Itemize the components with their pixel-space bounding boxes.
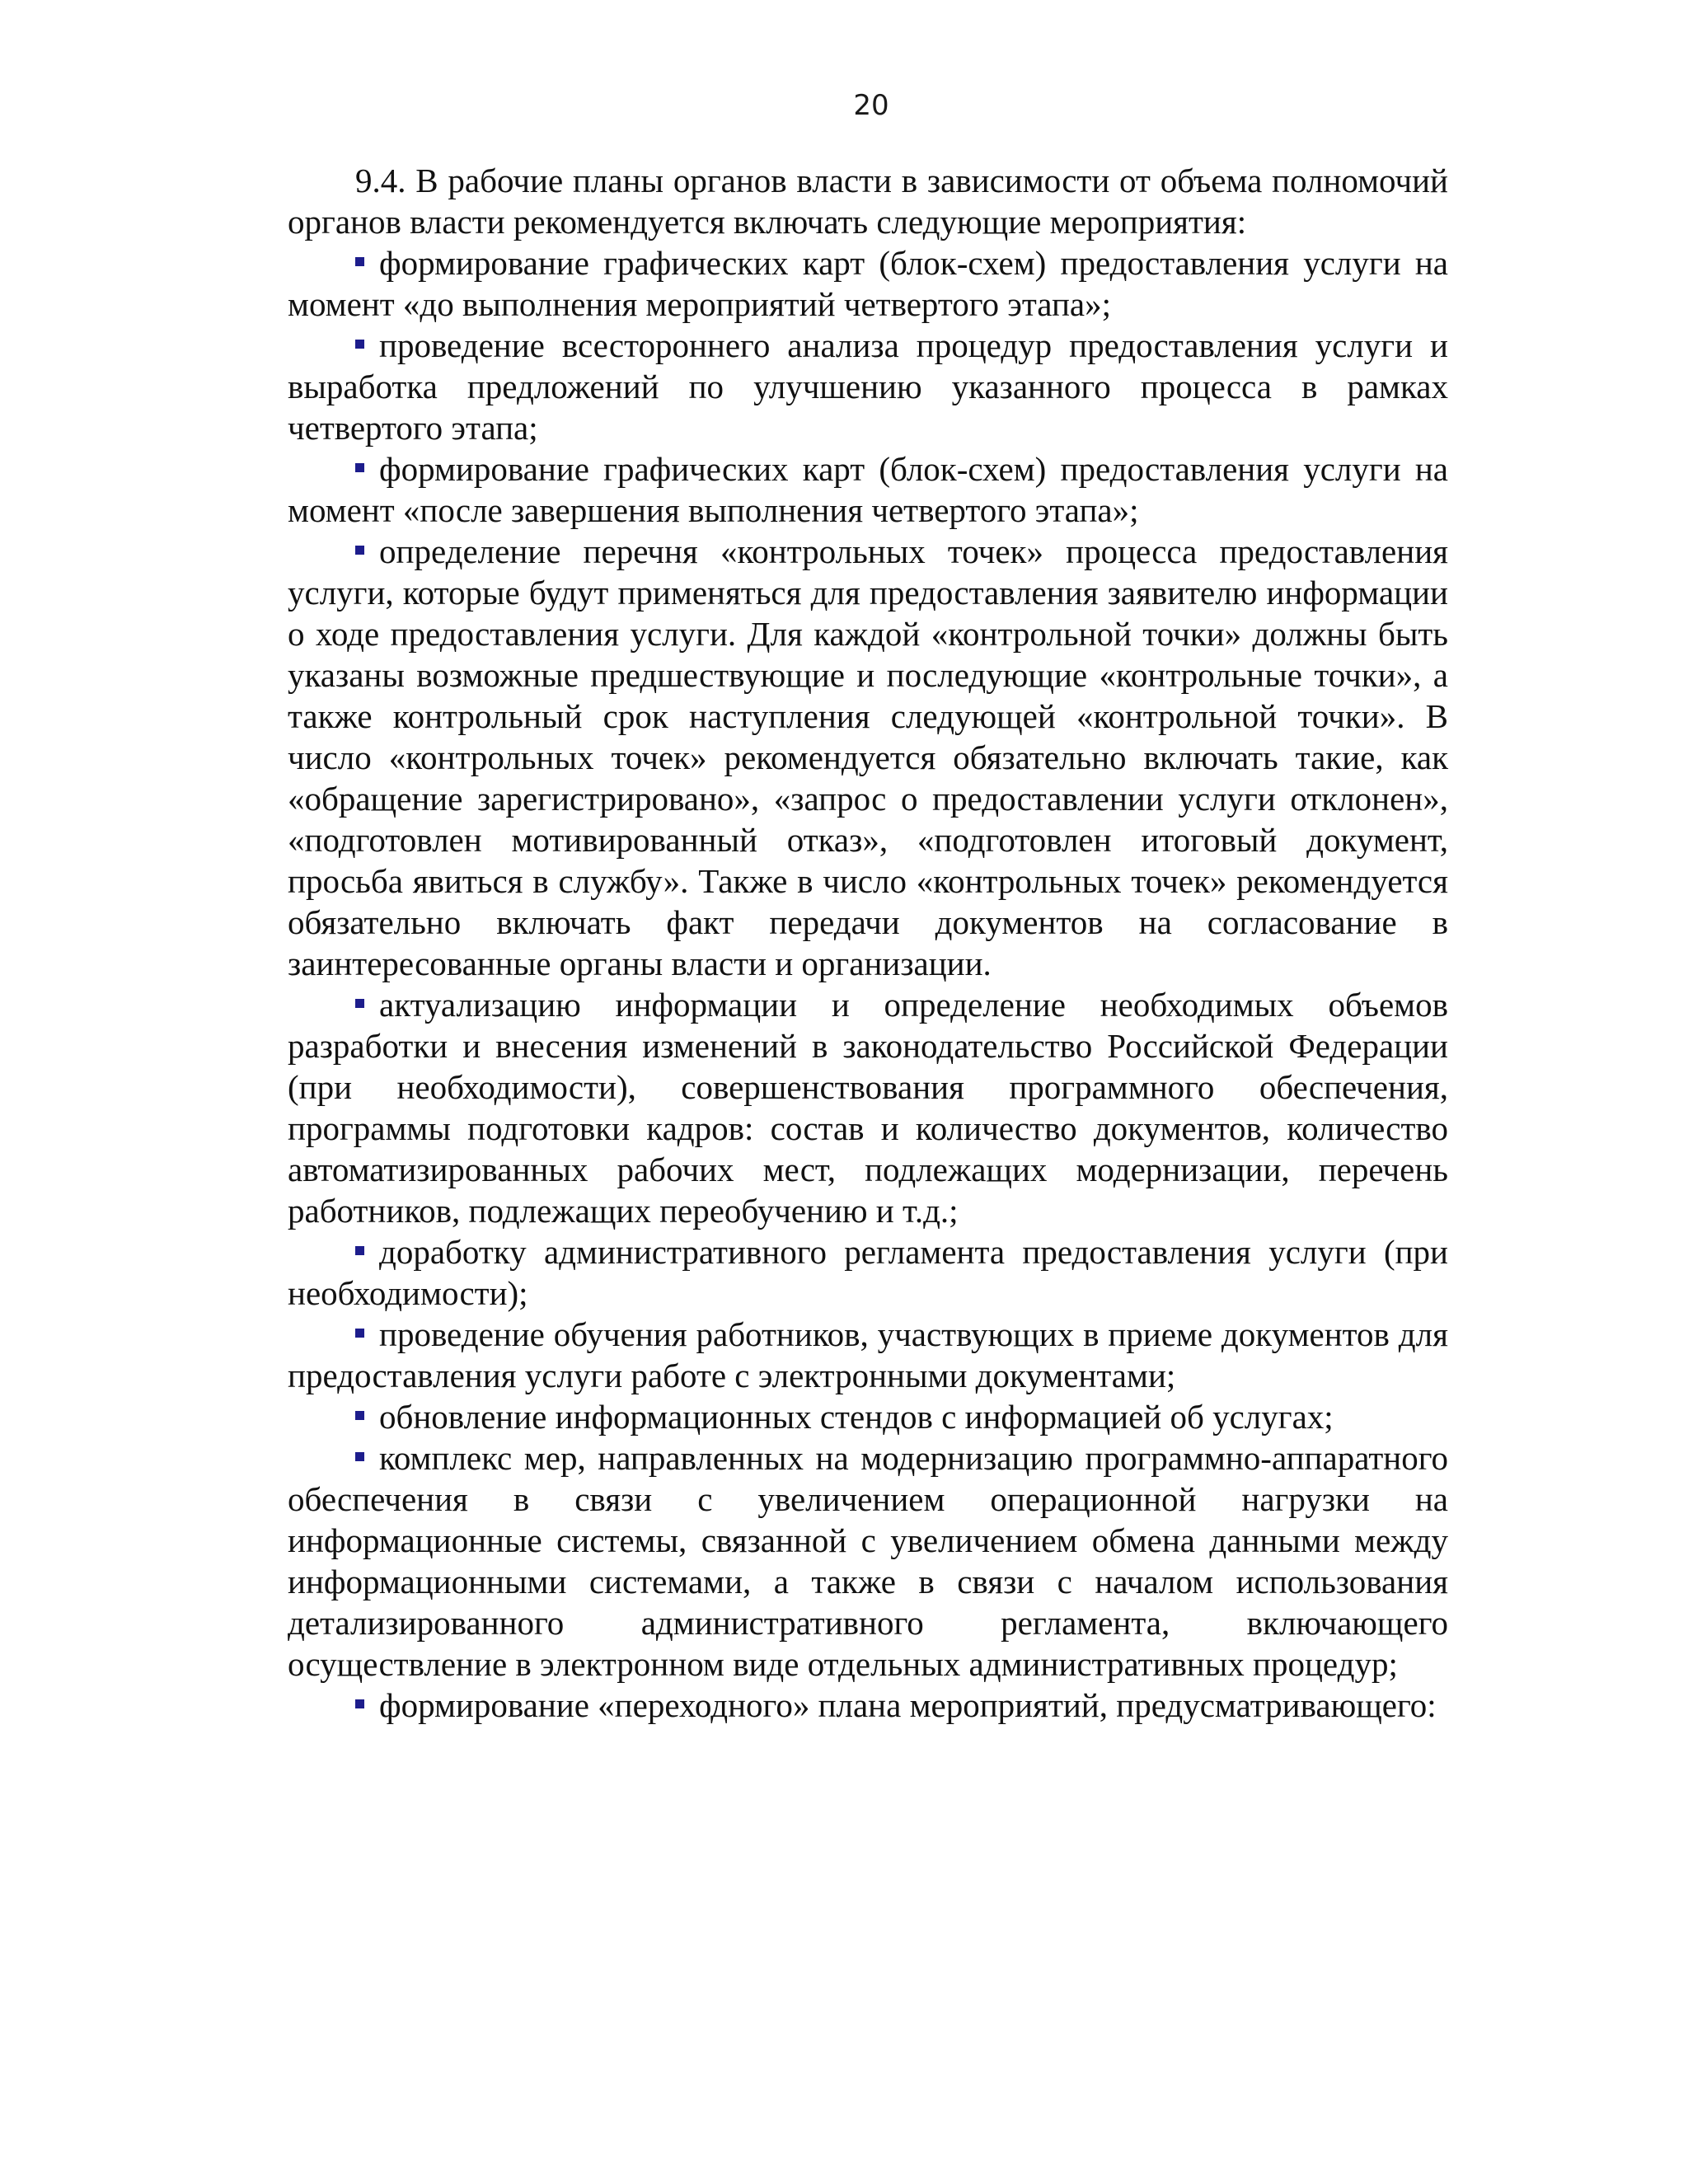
square-bullet-icon	[355, 1411, 364, 1420]
square-bullet-icon	[355, 257, 364, 266]
list-item-text: доработку административного регламента предоставления услуги (при необходимости);	[288, 1233, 1448, 1312]
list-item	[288, 325, 1448, 448]
intro-paragraph: 9.4. В рабочие планы органов власти в зависимости от объема полномочий органов власти рекомендуется включать следующие мероприятия:	[288, 162, 1448, 241]
square-bullet-icon	[355, 1452, 364, 1461]
list-item	[288, 448, 1448, 531]
square-bullet-icon	[355, 463, 364, 472]
square-bullet-icon	[355, 340, 364, 349]
list-item	[288, 1314, 1448, 1396]
list-item	[288, 242, 1448, 325]
list-item-text: формирование графических карт (блок-схем) предоставления услуги на момент «после завершения выполнения четвертого этапа»;	[288, 450, 1448, 529]
list-item	[288, 1685, 1448, 1726]
page-number: 20	[853, 89, 889, 122]
list-item	[288, 1396, 1448, 1437]
square-bullet-icon	[355, 1329, 364, 1338]
list-item-text: проведение обучения работников, участвующих в приеме документов для предоставления услуги работе с электронными документами;	[288, 1315, 1448, 1394]
square-bullet-icon	[355, 1699, 364, 1708]
square-bullet-icon	[355, 546, 364, 555]
list-item	[288, 984, 1448, 1231]
square-bullet-icon	[355, 1246, 364, 1255]
list-item	[288, 531, 1448, 984]
list-item-text: актуализацию информации и определение необходимых объемов разработки и внесения изменений в законодательство Российской Федерации (при необходимости), совершенствования программного обеспечения, программы подготовки кадров: состав и количество документов, количество автоматизированных рабочих мест, подлежащих модернизации, перечень работников, подлежащих переобучению и т.д.;	[288, 986, 1448, 1230]
list-item-text: комплекс мер, направленных на модернизацию программно-аппаратного обеспечения в связи с увеличением операционной нагрузки на информационные системы, связанной с увеличением обмена данными между информационными системами, а также в связи с началом использования детализированного административного регламента, включающего осуществление в электронном виде отдельных административных процедур;	[288, 1439, 1448, 1683]
list-item-text: формирование «переходного» плана мероприятий, предусматривающего:	[379, 1686, 1437, 1724]
list-item-text: проведение всестороннего анализа процедур предоставления услуги и выработка предложений по улучшению указанного процесса в рамках четвертого этапа;	[288, 326, 1448, 447]
list-item-text: обновление информационных стендов с информацией об услугах;	[379, 1398, 1334, 1436]
list-item-text: определение перечня «контрольных точек» процесса предоставления услуги, которые будут применяться для предоставления заявителю информации о ходе предоставления услуги. Для каждой «контрольной точки» должны быть указаны возможные предшествующие и последующие «контрольные точки», а также контрольный срок наступления следующей «контрольной точки». В число «контрольных точек» рекомендуется обязательно включать такие, как «обращение зарегистрировано», «запрос о предоставлении услуги отклонен», «подготовлен мотивированный отказ», «подготовлен итоговый документ, просьба явиться в службу». Также в число «контрольных точек» рекомендуется обязательно включать факт передачи документов на согласование в заинтересованные органы власти и организации.	[288, 532, 1448, 982]
document-body	[288, 160, 1448, 1726]
list-item	[288, 1231, 1448, 1314]
list-item-text: формирование графических карт (блок-схем) предоставления услуги на момент «до выполнения мероприятий четвертого этапа»;	[288, 244, 1448, 323]
square-bullet-icon	[355, 999, 364, 1008]
list-item	[288, 1437, 1448, 1685]
